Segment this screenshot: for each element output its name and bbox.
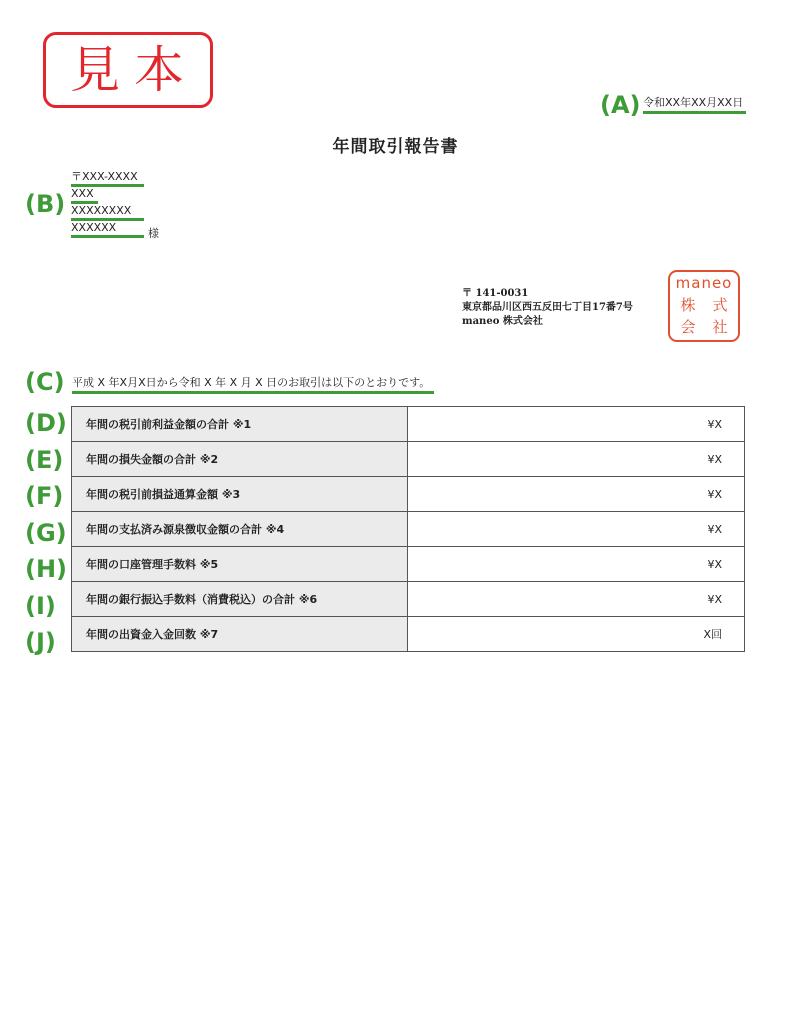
table-row: [72, 512, 745, 547]
seal-top-text: maneo: [675, 274, 733, 292]
table-row: [72, 407, 745, 442]
table-row: [72, 477, 745, 512]
row-value: ¥X: [408, 477, 745, 512]
marker-i: (I): [25, 592, 56, 620]
table-row: [72, 442, 745, 477]
seal-char: 会: [680, 318, 696, 336]
marker-g: (G): [25, 519, 67, 547]
row-label: 年間の税引前利益金額の合計 ※1: [72, 407, 408, 442]
row-label: 年間の支払済み源泉徴収金額の合計 ※4: [72, 512, 408, 547]
seal-char: 社: [712, 318, 728, 336]
recipient-name: XXXXXX: [71, 221, 144, 238]
marker-f: (F): [25, 482, 64, 510]
sample-stamp: 見本: [43, 32, 213, 108]
table-row: [72, 617, 745, 652]
row-label: 年間の銀行振込手数料（消費税込）の合計 ※6: [72, 582, 408, 617]
marker-b: (B): [25, 190, 66, 218]
row-label: 年間の出資金入金回数 ※7: [72, 617, 408, 652]
recipient-address-line2: XXXXXXXX: [71, 204, 144, 221]
row-label: 年間の損失金額の合計 ※2: [72, 442, 408, 477]
document-title: 年間取引報告書: [332, 137, 459, 157]
recipient-address-line1: XXX: [71, 187, 98, 204]
marker-d: (D): [25, 409, 67, 437]
report-table: [71, 406, 745, 652]
marker-j: (J): [25, 628, 56, 656]
company-info: [462, 287, 633, 329]
marker-h: (H): [25, 555, 68, 583]
seal-char: 式: [712, 296, 728, 314]
seal-char: 株: [680, 296, 696, 314]
row-value: ¥X: [408, 582, 745, 617]
row-value: X回: [408, 617, 745, 652]
intro-text: 平成 X 年X月X日から令和 X 年 X 月 X 日のお取引は以下のとおりです。: [72, 374, 434, 394]
row-value: ¥X: [408, 407, 745, 442]
marker-c: (C): [25, 368, 65, 396]
company-seal: [668, 270, 740, 342]
row-label: 年間の口座管理手数料 ※5: [72, 547, 408, 582]
row-label: 年間の税引前損益通算金額 ※3: [72, 477, 408, 512]
issue-date: 令和XX年XX月XX日: [643, 94, 746, 114]
marker-a: (A): [600, 91, 641, 119]
company-postal: 〒 141-0031: [462, 288, 529, 299]
recipient-postal: 〒XXX-XXXX: [71, 170, 144, 187]
table-row: [72, 582, 745, 617]
recipient-honorific: 様: [148, 227, 159, 240]
row-value: ¥X: [408, 442, 745, 477]
row-value: ¥X: [408, 512, 745, 547]
table-row: [72, 547, 745, 582]
marker-e: (E): [25, 446, 64, 474]
row-value: ¥X: [408, 547, 745, 582]
company-address: 東京都品川区西五反田七丁目17番7号: [462, 302, 633, 313]
company-name: maneo 株式会社: [462, 316, 543, 327]
